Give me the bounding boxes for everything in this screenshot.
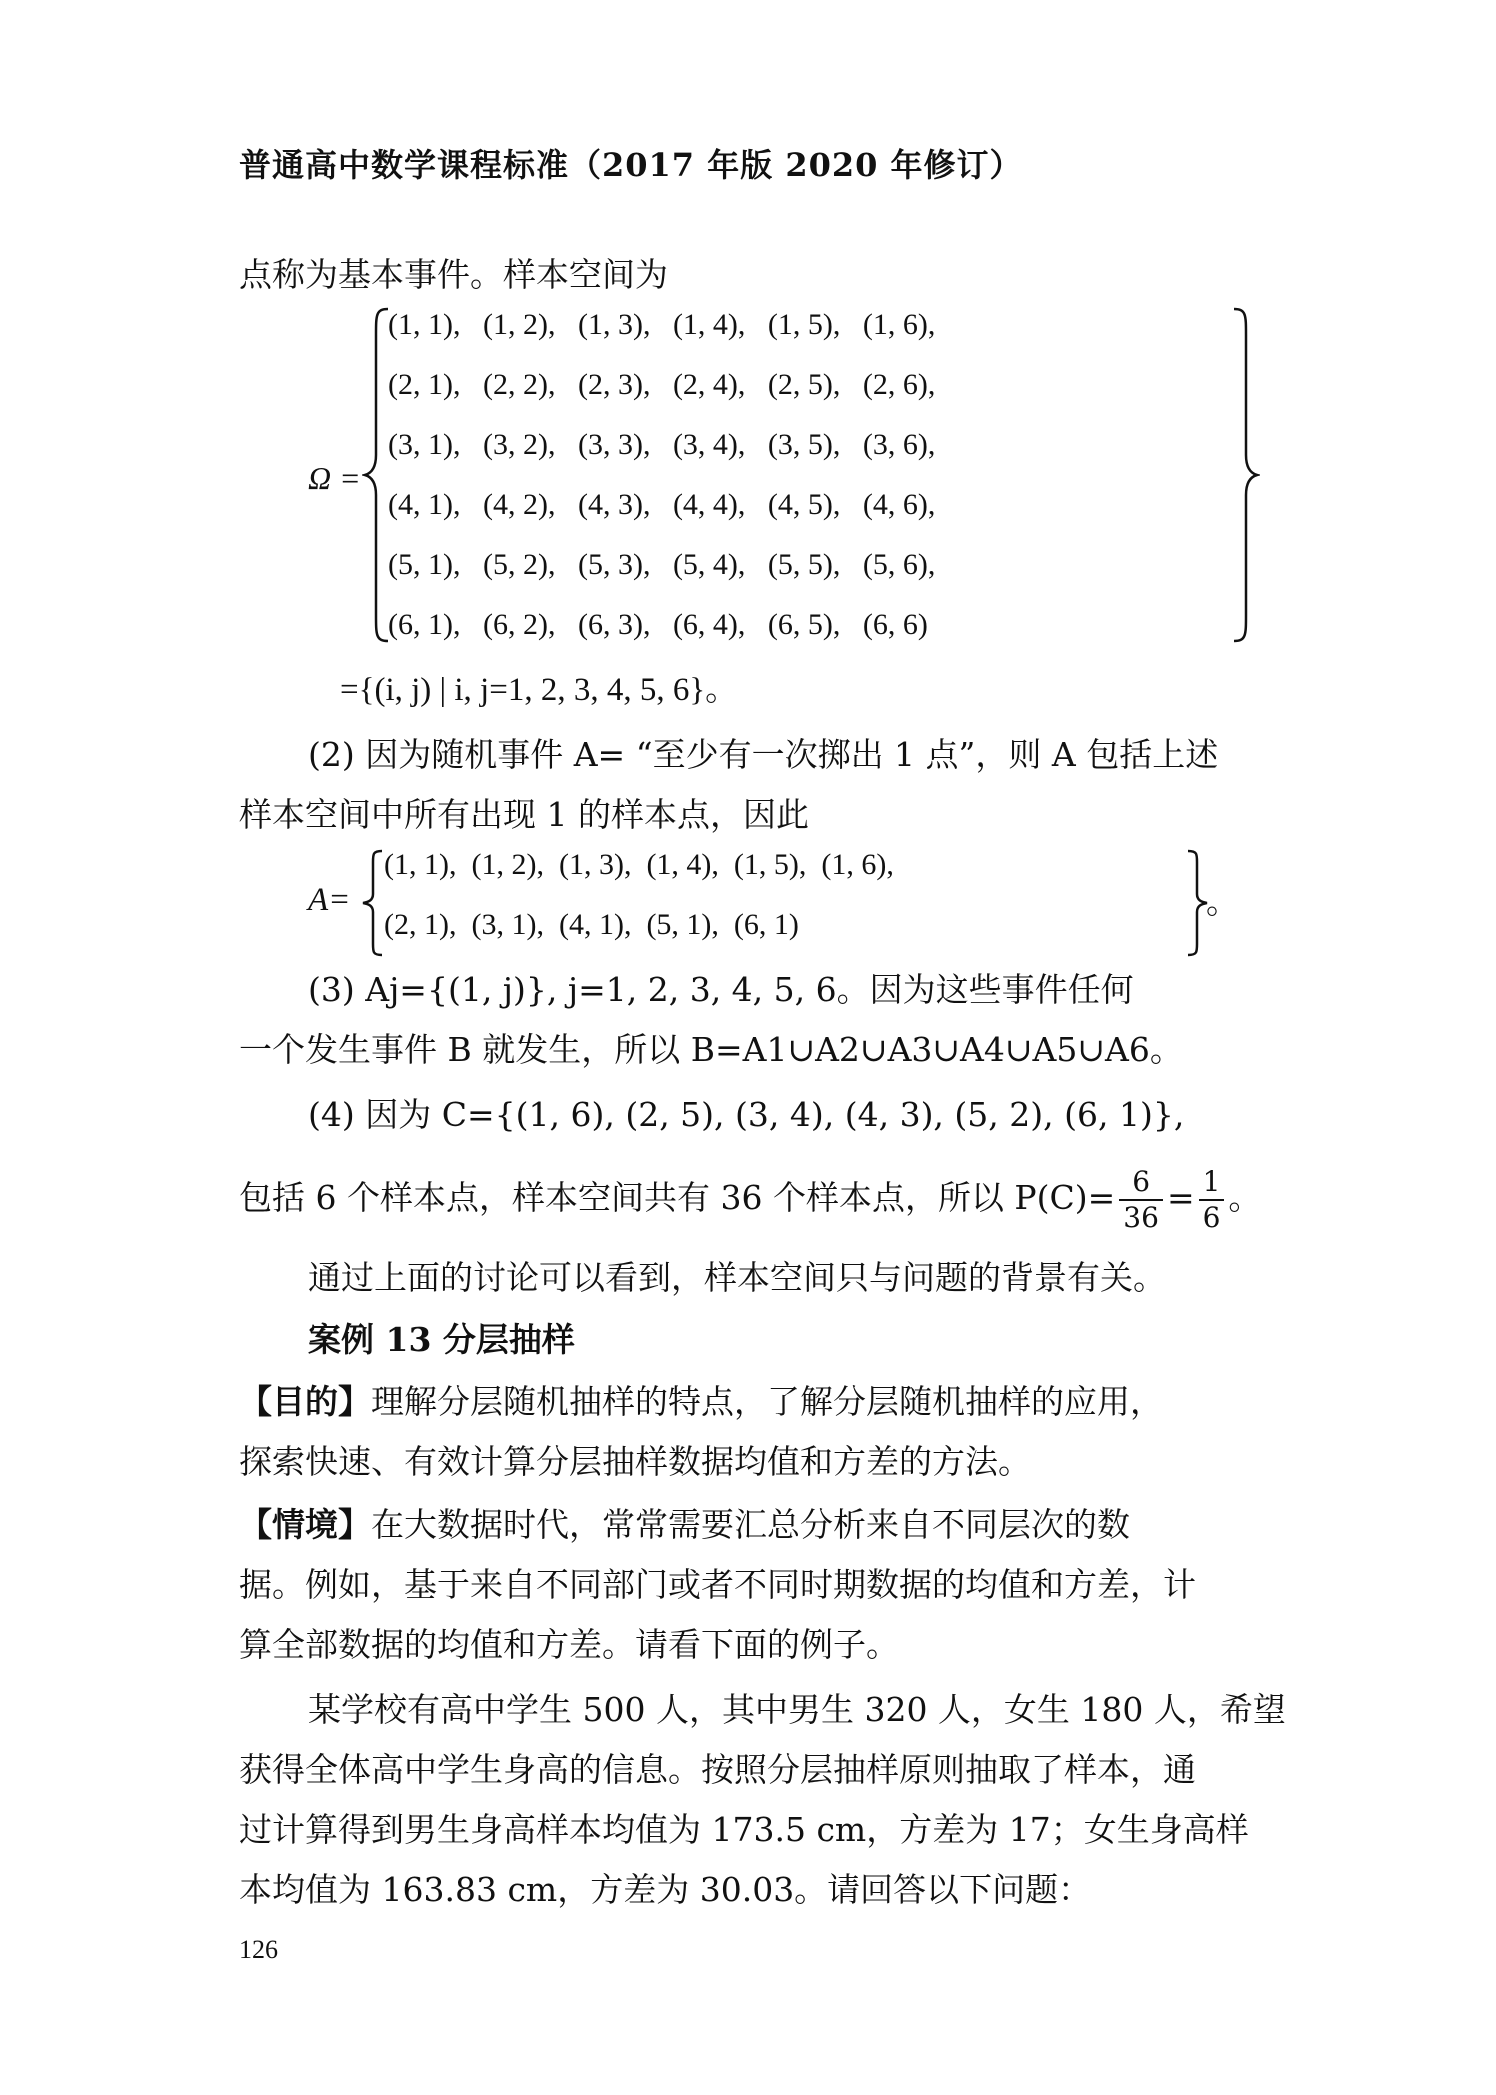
part2-line1: (2) 因为随机事件 A= “至少有一次掷出 1 点”，则 A 包括上述 [308,735,1219,774]
set-a-label: A= [308,882,351,918]
omega-label: Ω = [308,460,361,496]
part3-line2: 一个发生事件 B 就发生，所以 B=A1∪A2∪A3∪A4∪A5∪A6。 [239,1030,1183,1069]
omega-row: (2, 1), (2, 2), (2, 3), (2, 4), (2, 5), (2, 6), [388,368,936,401]
left-brace-icon [362,305,392,645]
context-line1 [239,1495,1130,1555]
context-label: 【情境】 [239,1505,371,1544]
fraction-denominator: 36 [1123,1201,1159,1234]
part2-line2: 样本空间中所有出现 1 的样本点，因此 [239,795,809,834]
goal-line2: 探索快速、有效计算分层抽样数据均值和方差的方法。 [239,1442,1031,1481]
omega-row: (1, 1), (1, 2), (1, 3), (1, 4), (1, 5), (1, 6), [388,308,936,341]
right-brace-icon [1230,305,1260,645]
page-number: 126 [239,1935,278,1964]
fraction-numerator: 6 [1119,1165,1163,1201]
example-line3: 过计算得到男生身高样本均值为 173.5 cm，方差为 17；女生身高样 [239,1810,1249,1849]
conclusion: 通过上面的讨论可以看到，样本空间只与问题的背景有关。 [308,1258,1166,1297]
fraction-denominator: 6 [1202,1201,1221,1234]
line-end: 。 [1228,1178,1262,1217]
set-a-row: (2, 1), (3, 1), (4, 1), (5, 1), (6, 1) [384,908,799,941]
goal-line1 [239,1372,1163,1432]
goal-text: 理解分层随机抽样的特点，了解分层随机抽样的应用， [371,1382,1163,1421]
left-brace-icon [360,848,386,958]
fraction-6-36 [1119,1165,1163,1235]
fraction-1-6 [1199,1165,1225,1235]
part3-line1: (3) Aj={(1, j)}, j=1, 2, 3, 4, 5, 6。因为这些事件任何 [308,970,1134,1009]
running-header: 普通高中数学课程标准（2017 年版 2020 年修订） [239,146,1023,184]
context-line3: 算全部数据的均值和方差。请看下面的例子。 [239,1625,899,1664]
goal-label: 【目的】 [239,1382,371,1421]
set-a-row: (1, 1), (1, 2), (1, 3), (1, 4), (1, 5), (1, 6), [384,848,894,881]
context-text: 在大数据时代，常常需要汇总分析来自不同层次的数 [371,1505,1130,1544]
equals-sign: = [1166,1178,1195,1217]
omega-set-builder: ={(i, j) | i, j=1, 2, 3, 4, 5, 6}。 [340,672,739,708]
example-line2: 获得全体高中学生身高的信息。按照分层抽样原则抽取了样本，通 [239,1750,1196,1789]
example-line4: 本均值为 163.83 cm，方差为 30.03。请回答以下问题： [239,1870,1092,1909]
part4-line1: (4) 因为 C={(1, 6), (2, 5), (3, 4), (4, 3), (5, 2), (6, 1)}, [308,1095,1185,1134]
case-title: 案例 13 分层抽样 [308,1320,575,1359]
part4-line2 [239,1165,1261,1235]
fraction-numerator: 1 [1199,1165,1225,1201]
set-a-end: 。 [1206,882,1239,921]
part4-line2-text: 包括 6 个样本点，样本空间共有 36 个样本点，所以 P(C)= [239,1178,1116,1217]
example-line1: 某学校有高中学生 500 人，其中男生 320 人，女生 180 人，希望 [308,1690,1286,1729]
context-line2: 据。例如，基于来自不同部门或者不同时期数据的均值和方差，计 [239,1565,1196,1604]
omega-row: (6, 1), (6, 2), (6, 3), (6, 4), (6, 5), (6, 6) [388,608,928,641]
omega-row: (5, 1), (5, 2), (5, 3), (5, 4), (5, 5), (5, 6), [388,548,936,581]
omega-row: (4, 1), (4, 2), (4, 3), (4, 4), (4, 5), (4, 6), [388,488,936,521]
intro-line: 点称为基本事件。样本空间为 [239,255,668,294]
omega-row: (3, 1), (3, 2), (3, 3), (3, 4), (3, 5), (3, 6), [388,428,936,461]
